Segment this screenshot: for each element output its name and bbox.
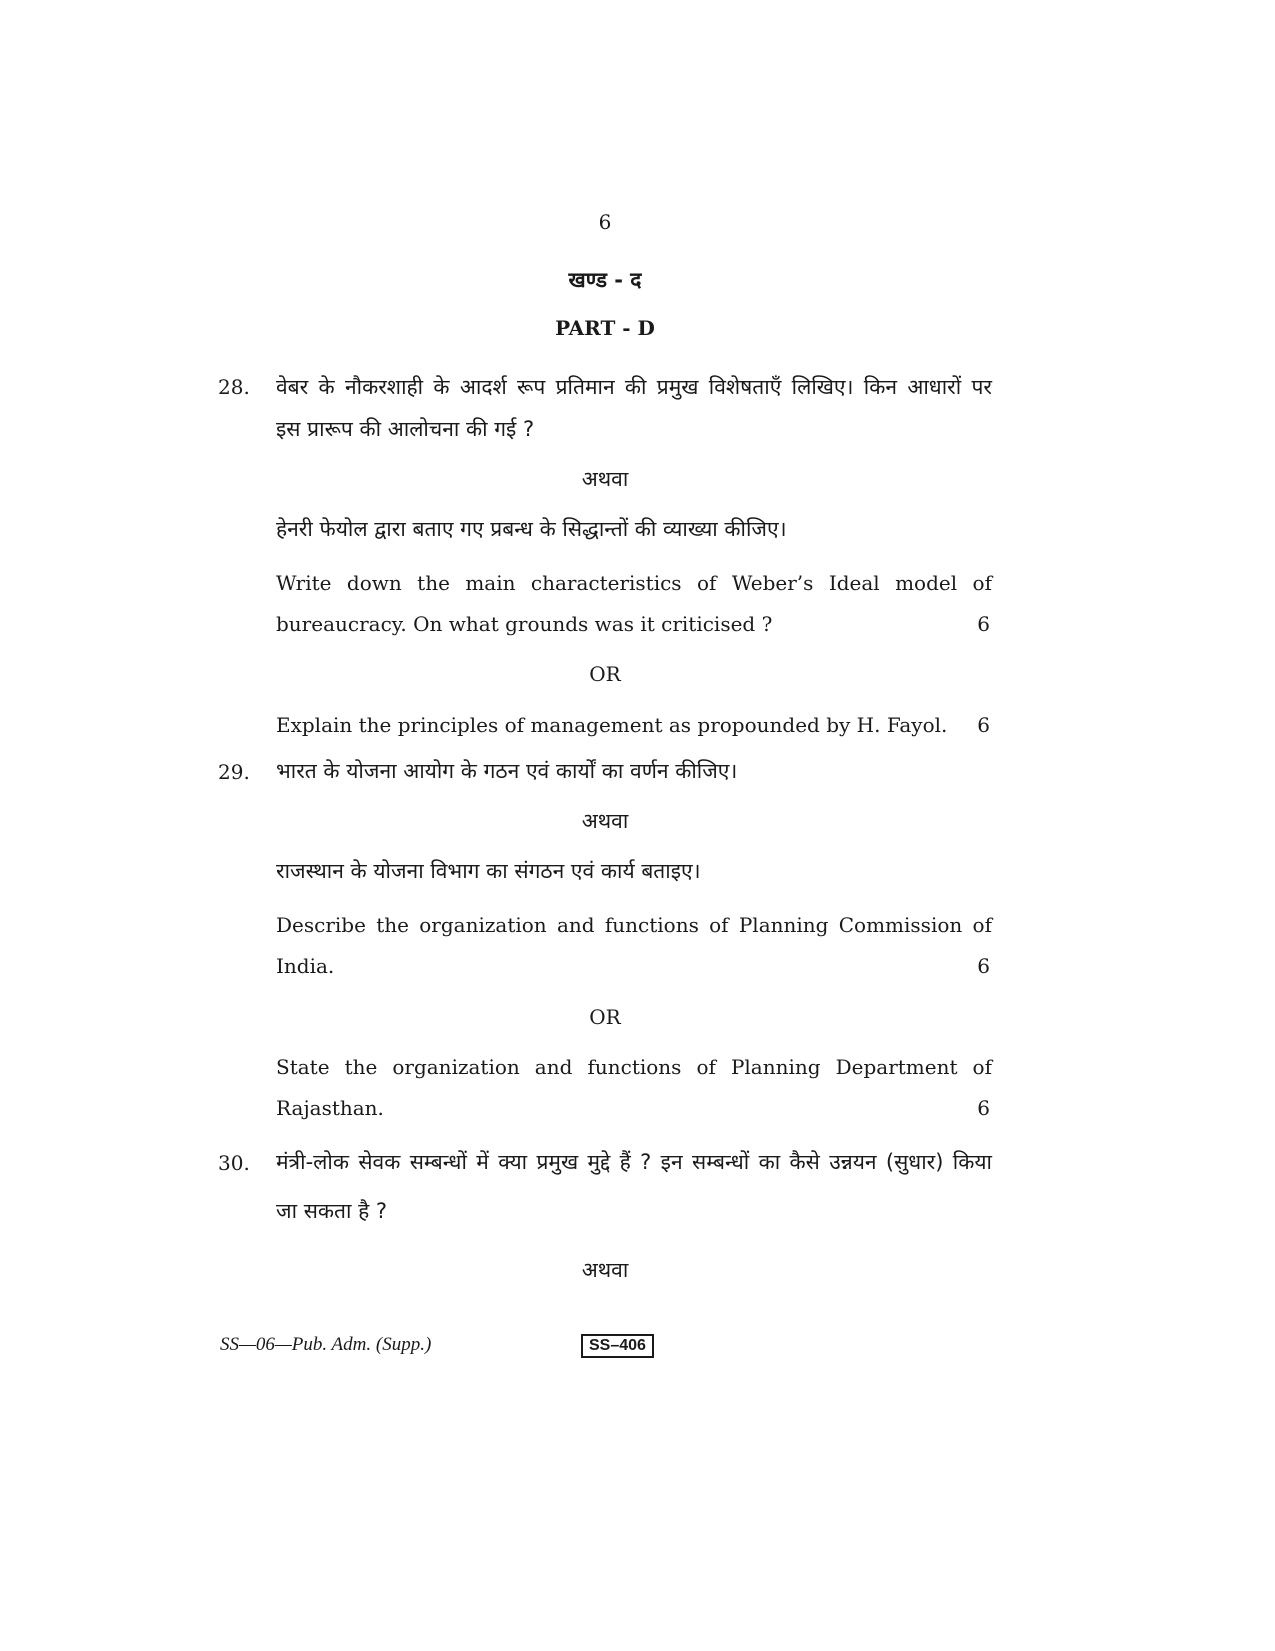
q28-hindi-alternative: हेनरी फेयोल द्वारा बताए गए प्रबन्ध के सिद्धान्तों की व्याख्या कीजिए। [276,517,787,541]
q30-athva: अथवा [581,1258,629,1282]
q29-marks: 6 [977,954,990,978]
question-number-28: 28. [218,375,250,399]
q30-hindi-line-2: जा सकता है ? [276,1199,388,1223]
q29-or: OR [589,1005,621,1029]
q28-or: OR [589,662,621,686]
q30-hindi-line-1: मंत्री-लोक सेवक सम्बन्धों में क्या प्रमुख मुद्दे हैं ? इन सम्बन्धों का कैसे उन्नयन (सुधार) किया [276,1150,992,1174]
q29-english-line-2: India. [276,954,335,978]
q28-alt-marks: 6 [977,713,990,737]
q28-marks: 6 [977,612,990,636]
q29-athva: अथवा [581,809,629,833]
q28-english-alternative: Explain the principles of management as propounded by H. Fayol. [276,713,948,737]
q29-hindi-line-1: भारत के योजना आयोग के गठन एवं कार्यों का वर्णन कीजिए। [276,759,738,783]
footer-paper-reference: SS—06—Pub. Adm. (Supp.) [220,1334,432,1355]
footer-paper-code: SS–406 [581,1334,654,1358]
section-heading-english: PART - D [555,316,655,340]
q28-english-line-2: bureaucracy. On what grounds was it criticised ? [276,612,773,636]
question-number-29: 29. [218,760,250,784]
q28-hindi-line-1: वेबर के नौकरशाही के आदर्श रूप प्रतिमान की प्रमुख विशेषताएँ लिखिए। किन आधारों पर [276,375,992,399]
q29-english-line-1: Describe the organization and functions of Planning Commission of [276,913,992,937]
q28-english-line-1: Write down the main characteristics of Weber’s Ideal model of [276,571,992,595]
q29-hindi-alternative: राजस्थान के योजना विभाग का संगठन एवं कार्य बताइए। [276,859,701,883]
q28-hindi-line-2: इस प्रारूप की आलोचना की गई ? [276,417,535,441]
page-number: 6 [598,210,612,234]
q29-english-alt-line-1: State the organization and functions of Planning Department of [276,1055,992,1079]
question-number-30: 30. [218,1151,250,1175]
q29-english-alt-line-2: Rajasthan. [276,1096,384,1120]
section-heading-hindi: खण्ड - द [568,268,642,292]
q28-athva: अथवा [581,467,629,491]
q29-alt-marks: 6 [977,1096,990,1120]
